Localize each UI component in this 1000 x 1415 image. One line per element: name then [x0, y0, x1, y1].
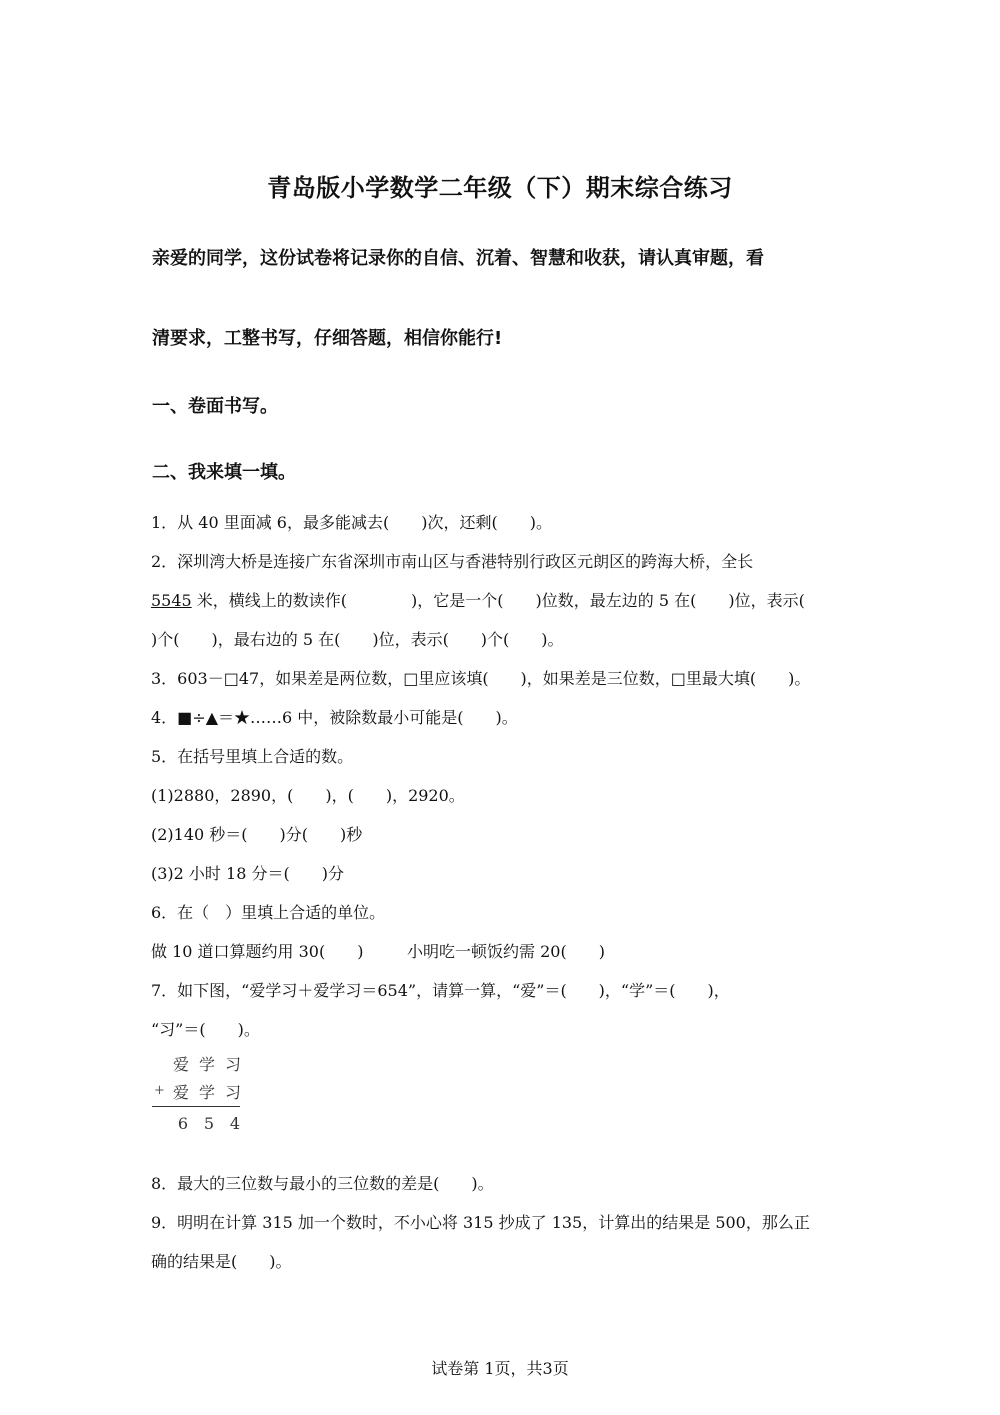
question-6-item-a: 做 10 道口算题约用 30( )	[151, 942, 364, 961]
page-footer: 试卷第 1页，共3页	[431, 1359, 569, 1378]
sum-digit: 5	[203, 1114, 215, 1133]
question-2-line-3: )个( )，最右边的 5 在( )位，表示( )个( )。	[151, 630, 564, 649]
question-3: 3．603－□47，如果差是两位数，□里应该填( )，如果差是三位数，□里最大填( )。	[151, 669, 811, 688]
question-1: 1．从 40 里面减 6，最多能减去( )次，还剩( )。	[151, 513, 552, 532]
question-5-part-3: (3)2 小时 18 分＝( )分	[151, 864, 344, 883]
section-heading-1: 一、卷面书写。	[152, 396, 278, 417]
question-5-part-2: (2)140 秒＝( )分( )秒	[151, 825, 363, 844]
sum-digit: 4	[229, 1114, 241, 1133]
underlined-number: 5545	[151, 591, 192, 610]
question-6-item-b: 小明吃一顿饭约需 20( )	[407, 942, 605, 961]
digit-xi: 习	[224, 1083, 241, 1102]
digit-xue: 学	[198, 1083, 215, 1102]
digit-xue: 学	[198, 1055, 215, 1074]
digit-ai: 爱	[172, 1055, 189, 1074]
sum-row	[152, 1114, 252, 1138]
intro-line-2: 清要求，工整书写，仔细答题，相信你能行!	[152, 328, 503, 349]
addend-row-2	[152, 1080, 252, 1104]
question-2-line-2	[151, 590, 871, 612]
question-5-part-1: (1)2880，2890，( )，( )，2920。	[151, 786, 465, 805]
question-2-line-1: 2．深圳湾大桥是连接广东省深圳市南山区与香港特别行政区元朗区的跨海大桥，全长	[151, 552, 754, 571]
page-title: 青岛版小学数学二年级（下）期末综合练习	[267, 174, 733, 202]
plus-sign: +	[154, 1083, 165, 1098]
question-7-line-1: 7．如下图，“爱学习＋爱学习＝654”，请算一算，“爱”＝( )，“学”＝( )，	[151, 981, 730, 1000]
question-2-line-2-text: 米，横线上的数读作( )，它是一个( )位数，最左边的 5 在( )位，表示(	[191, 591, 805, 610]
section-heading-2: 二、我来填一填。	[152, 462, 296, 483]
question-8: 8．最大的三位数与最小的三位数的差是( )。	[151, 1174, 494, 1193]
intro-line-1: 亲爱的同学，这份试卷将记录你的自信、沉着、智慧和收获，请认真审题，看	[152, 248, 764, 269]
addend-row-1	[152, 1052, 252, 1076]
digit-ai: 爱	[172, 1083, 189, 1102]
question-7-line-2: “习”＝( )。	[151, 1020, 260, 1039]
sum-digit: 6	[177, 1114, 189, 1133]
sum-line	[152, 1106, 240, 1107]
digit-xi: 习	[224, 1055, 241, 1074]
question-9-line-1: 9．明明在计算 315 加一个数时，不小心将 315 抄成了 135，计算出的结果是 500，那么正	[151, 1213, 810, 1232]
question-6: 6．在（ ）里填上合适的单位。	[151, 903, 386, 922]
question-5: 5．在括号里填上合适的数。	[151, 747, 354, 766]
question-9-line-2: 确的结果是( )。	[151, 1252, 292, 1271]
question-4: 4．■÷▲＝★……6 中，被除数最小可能是( )。	[151, 708, 518, 727]
